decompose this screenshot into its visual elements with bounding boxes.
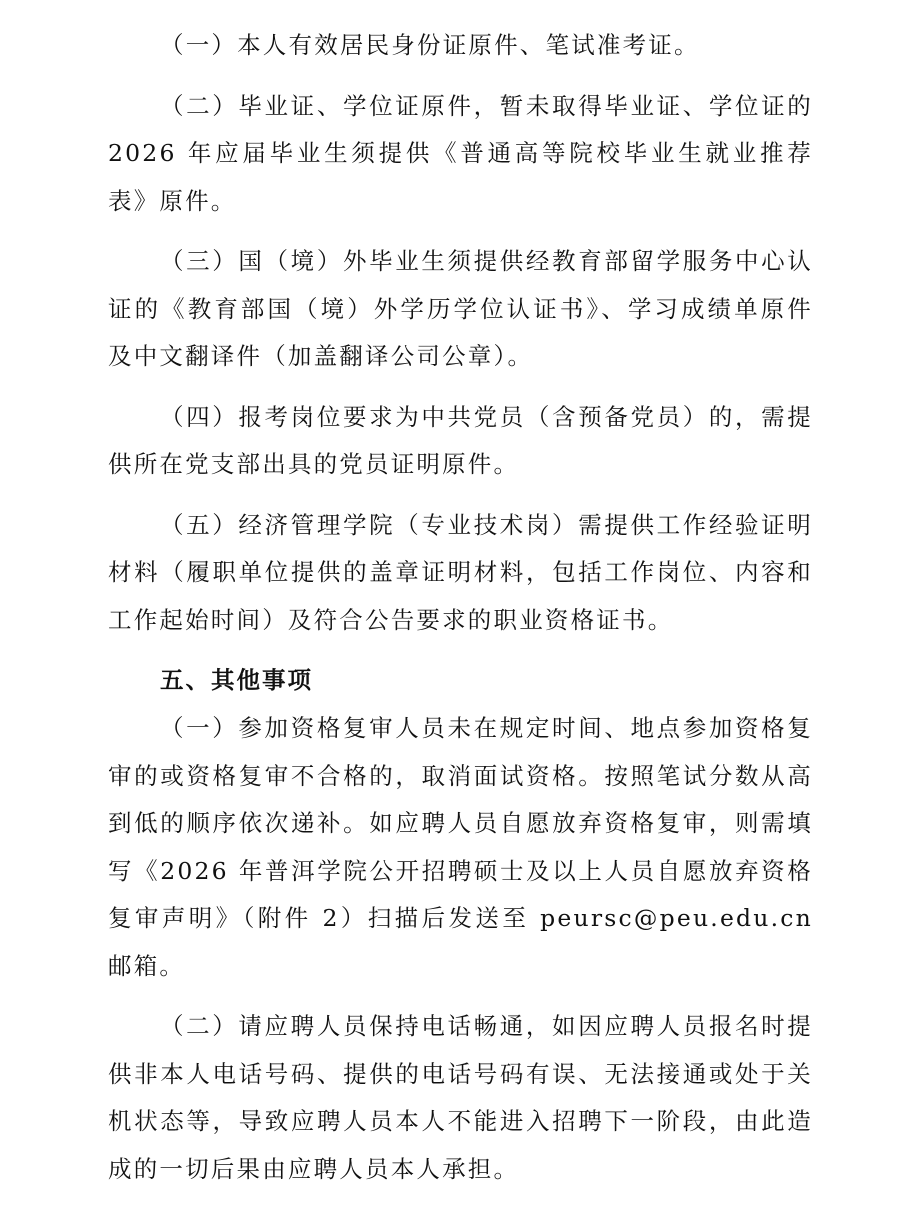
- paragraph-diploma: （二）毕业证、学位证原件，暂未取得毕业证、学位证的 2026 年应届毕业生须提供《普通高等院校毕业生就业推荐表》原件。: [108, 91, 813, 215]
- document-page: [108, 22, 813, 1206]
- paragraph-phone-contact: （二）请应聘人员保持电话畅通，如因应聘人员报名时提供非本人电话号码、提供的电话号码有误、无法接通或处于关机状态等，导致应聘人员本人不能进入招聘下一阶段，由此造成的一切后果由应聘人员本人承担。: [108, 1012, 813, 1183]
- paragraph-id-card: （一）本人有效居民身份证原件、笔试准考证。: [160, 31, 700, 59]
- paragraph-overseas-graduate: （三）国（境）外毕业生须提供经教育部留学服务中心认证的《教育部国（境）外学历学位认证书》、学习成绩单原件及中文翻译件（加盖翻译公司公章）。: [108, 247, 813, 370]
- paragraph-review-absence: （一）参加资格复审人员未在规定时间、地点参加资格复审的或资格复审不合格的，取消面试资格。按照笔试分数从高到低的顺序依次递补。如应聘人员自愿放弃资格复审，则需填写《2026 年普洱学院公开招聘硕士及以上人员自愿放弃资格复审声明》（附件 2）扫描后发送至 peursc@peu.edu.cn 邮箱。: [108, 714, 813, 980]
- section-heading: 五、其他事项: [160, 666, 313, 694]
- paragraph-party-member: （四）报考岗位要求为中共党员（含预备党员）的，需提供所在党支部出具的党员证明原件。: [108, 402, 813, 478]
- paragraph-work-experience: （五）经济管理学院（专业技术岗）需提供工作经验证明材料（履职单位提供的盖章证明材料，包括工作岗位、内容和工作起始时间）及符合公告要求的职业资格证书。: [108, 510, 813, 634]
